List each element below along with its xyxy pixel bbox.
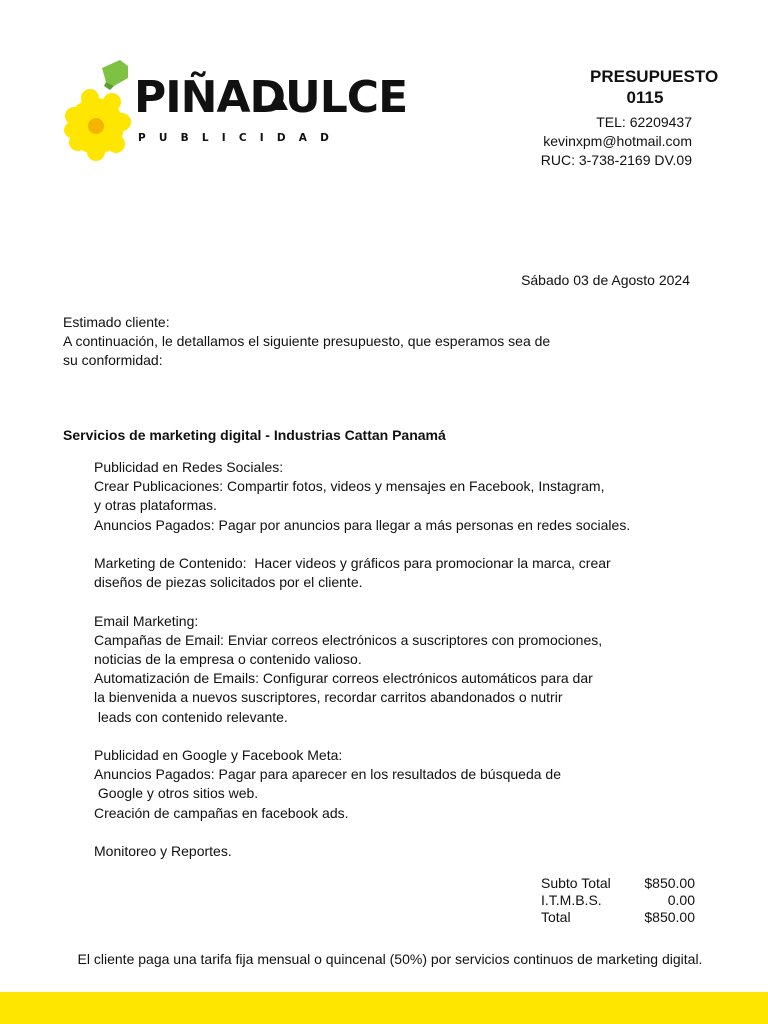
service-heading: Email Marketing: <box>94 612 199 629</box>
services-list <box>94 458 654 861</box>
service-line: Anuncios Pagados: Pagar para aparecer en los resultados de búsqueda de <box>94 766 561 783</box>
totals-block <box>541 875 695 926</box>
service-section-monitoring <box>94 842 654 861</box>
footer-note: El cliente paga una tarifa fija mensual o quincenal (50%) por servicios continuos de marketing digital. <box>77 951 703 967</box>
service-section-content <box>94 554 654 592</box>
service-line: leads con contenido relevante. <box>94 708 288 725</box>
service-heading: Monitoreo y Reportes. <box>94 843 232 859</box>
service-line: Campañas de Email: Enviar correos electrónicos a suscriptores con promociones, <box>94 631 603 648</box>
subtotal-row <box>541 875 695 892</box>
service-section-email <box>94 612 654 727</box>
service-line: Anuncios Pagados: Pagar por anuncios para llegar a más personas en redes sociales. <box>94 516 631 533</box>
service-line: Crear Publicaciones: Compartir fotos, videos y mensajes en Facebook, Instagram, <box>94 478 605 495</box>
greeting-intro-line: A continuación, le detallamos el siguiente presupuesto, que esperamos sea de <box>63 333 551 349</box>
greeting-salutation: Estimado cliente: <box>63 314 170 330</box>
service-heading: Publicidad en Redes Sociales: <box>94 459 284 475</box>
document-title-label: PRESUPUESTO <box>590 67 719 86</box>
total-row <box>541 909 695 926</box>
service-line: la bienvenida a nuevos suscriptores, recordar carritos abandonados o nutrir <box>94 689 563 706</box>
contact-email: kevinxpm@hotmail.com <box>543 133 692 149</box>
flower-icon <box>64 89 131 161</box>
service-line: Creación de campañas en facebook ads. <box>94 804 349 821</box>
service-line: diseños de piezas solicitados por el cliente. <box>94 574 363 591</box>
document-date: Sábado 03 de Agosto 2024 <box>521 272 690 288</box>
subtotal-value: $850.00 <box>644 875 695 891</box>
service-line: Google y otros sitios web. <box>94 785 259 802</box>
service-title: Servicios de marketing digital - Industrias Cattan Panamá <box>63 427 446 443</box>
brand-logo <box>62 58 408 164</box>
greeting-intro-line: su conformidad: <box>63 352 163 368</box>
brand-subtitle: PUBLICIDAD <box>138 132 342 144</box>
document-header <box>540 66 719 170</box>
footer-color-bar <box>0 992 768 1024</box>
service-section-ads <box>94 746 654 823</box>
total-label: Total <box>541 909 571 925</box>
total-value: $850.00 <box>644 909 695 925</box>
contact-phone: TEL: 62209437 <box>596 114 692 130</box>
subtotal-label: Subto Total <box>541 875 611 891</box>
tax-value: 0.00 <box>667 892 695 908</box>
service-section-social <box>94 458 654 535</box>
contact-ruc: RUC: 3-738-2169 DV.09 <box>540 152 692 168</box>
greeting-block <box>63 313 563 370</box>
service-line: y otras plataformas. <box>94 497 217 514</box>
service-line: Automatización de Emails: Configurar correos electrónicos automáticos para dar <box>94 670 593 687</box>
service-heading: Publicidad en Google y Facebook Meta: <box>94 747 343 763</box>
service-heading: Marketing de Contenido: Hacer videos y gráficos para promocionar la marca, crear <box>94 555 611 571</box>
tax-row <box>541 892 695 909</box>
document-title <box>590 66 719 108</box>
tax-label: I.T.M.B.S. <box>541 892 602 908</box>
document-number: 0115 <box>626 88 664 107</box>
service-line: noticias de la empresa o contenido valioso. <box>94 651 362 667</box>
leaf-icon <box>102 60 128 90</box>
brand-wordmark: PIÑADULCE <box>134 72 408 123</box>
